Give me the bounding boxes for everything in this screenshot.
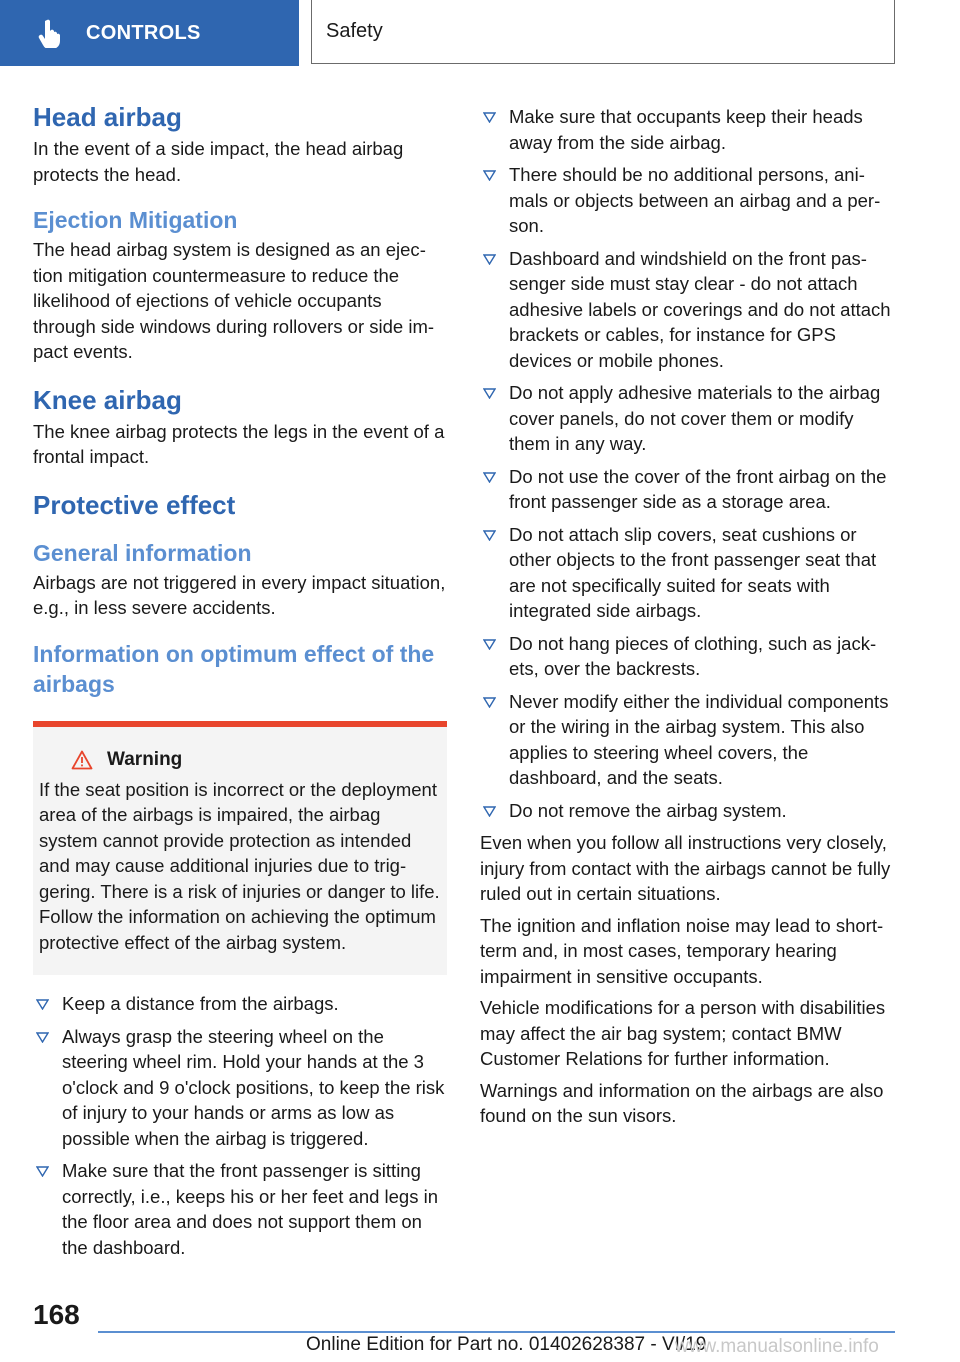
list-item: Dashboard and windshield on the front passenger side must stay clear - do not attach adhesive labels or coverings and do not attach brackets or cables, for instance for GPS devices or mobile phones. xyxy=(480,246,894,374)
footer-edition-text: Online Edition for Part no. 01402628387 - VI/19 xyxy=(306,1334,707,1355)
heading-ejection-mitigation: Ejection Mitigation xyxy=(33,207,238,233)
list-item: Always grasp the steering wheel on the steering wheel rim. Hold your hands at the 3 o'clock and 9 o'clock positions, to keep the risk of injury to your hands or arms as low as possible when the airbag is triggered. xyxy=(33,1024,447,1152)
warning-box xyxy=(33,721,447,976)
list-item: Do not apply adhesive materials to the airbag cover panels, do not cover them or modify them in any way. xyxy=(480,380,894,457)
bullet-triangle-icon xyxy=(483,639,496,650)
heading-head-airbag: Head airbag xyxy=(33,102,182,132)
right-column xyxy=(480,104,894,1135)
bullet-triangle-icon xyxy=(483,472,496,483)
heading-optimum-effect: Information on optimum effect of the airbags xyxy=(33,640,435,697)
bullet-triangle-icon xyxy=(483,806,496,817)
bullet-triangle-icon xyxy=(483,697,496,708)
bullet-triangle-icon xyxy=(36,1032,49,1043)
list-item: There should be no additional persons, animals or objects between an airbag and a person. xyxy=(480,162,894,239)
text-knee-airbag: The knee airbag protects the legs in the event of a frontal impact. xyxy=(33,420,445,467)
list-item: Do not use the cover of the front airbag on the front passenger side as a storage area. xyxy=(480,464,894,515)
bullet-triangle-icon xyxy=(483,254,496,265)
hand-pointer-icon xyxy=(38,18,64,48)
heading-general-information: General information xyxy=(33,539,252,566)
text-head-airbag: In the event of a side impact, the head airbag protects the head. xyxy=(33,138,404,185)
section-label: CONTROLS xyxy=(86,21,201,44)
bullet-triangle-icon xyxy=(36,999,49,1010)
warning-text: If the seat position is incorrect or the deployment area of the airbags is impaired, the airbag system cannot provide protection as intended and may cause additional injuries due to triggering. There is a risk of injuries or danger to life. Follow the information on achieving the optimum protective effect of the airbag system. xyxy=(39,778,440,953)
list-item: Make sure that the front passenger is sitting correctly, i.e., keeps his or her feet and legs in the floor area and does not support them on the dashboard. xyxy=(33,1158,447,1260)
list-item: Do not hang pieces of clothing, such as jackets, over the backrests. xyxy=(480,631,894,682)
heading-protective-effect: Protective effect xyxy=(33,489,236,520)
page-header xyxy=(0,0,960,66)
list-item: Do not remove the airbag system. xyxy=(480,798,894,824)
text-vehicle-modifications: Vehicle modifications for a person with disabilities may affect the air bag system; contact BMW Customer Relations for further information. xyxy=(480,997,886,1069)
text-ejection-mitigation: The head airbag system is designed as an ejection mitigation countermeasure to reduce the likelihood of ejections of vehicle occupants through side windows during rollovers or side impact events. xyxy=(33,239,435,362)
bullet-triangle-icon xyxy=(483,112,496,123)
bullet-triangle-icon xyxy=(36,1166,49,1177)
warning-title-row xyxy=(71,749,441,771)
list-item: Make sure that occupants keep their heads away from the side airbag. xyxy=(480,104,894,155)
left-bullet-list xyxy=(33,991,447,1260)
watermark: www.manualsonline.info xyxy=(675,1336,879,1357)
list-item: Do not attach slip covers, seat cushions or other objects to the front passenger seat that are not specifically suited for seats with integrated side airbags. xyxy=(480,522,894,624)
bullet-triangle-icon xyxy=(483,170,496,181)
list-item: Never modify either the individual components or the wiring in the airbag system. This also applies to steering wheel covers, the dashboard, and the seats. xyxy=(480,689,894,791)
heading-knee-airbag: Knee airbag xyxy=(33,384,182,415)
chapter-tab-safety[interactable] xyxy=(311,0,895,64)
left-column xyxy=(33,100,447,1267)
section-tab-controls[interactable] xyxy=(0,0,299,66)
warning-title: Warning xyxy=(107,748,183,770)
text-general-information: Airbags are not triggered in every impact situation, e.g., in less severe accidents. xyxy=(33,571,446,618)
bullet-triangle-icon xyxy=(483,388,496,399)
chapter-label: Safety xyxy=(326,20,383,42)
text-injury-note: Even when you follow all instructions very closely, injury from contact with the airbags cannot be fully ruled out in certain situations. xyxy=(480,832,891,904)
list-item: Keep a distance from the airbags. xyxy=(33,991,447,1017)
text-noise-note: The ignition and inflation noise may lead to short-term and, in most cases, temporary hearing impairment in sensitive occupants. xyxy=(480,914,884,987)
text-sun-visors: Warnings and information on the airbags are also found on the sun visors. xyxy=(480,1079,884,1126)
footer-divider xyxy=(98,1331,895,1333)
page-number: 168 xyxy=(33,1299,80,1330)
right-bullet-list xyxy=(480,104,894,823)
warning-triangle-icon xyxy=(71,750,93,770)
bullet-triangle-icon xyxy=(483,530,496,541)
